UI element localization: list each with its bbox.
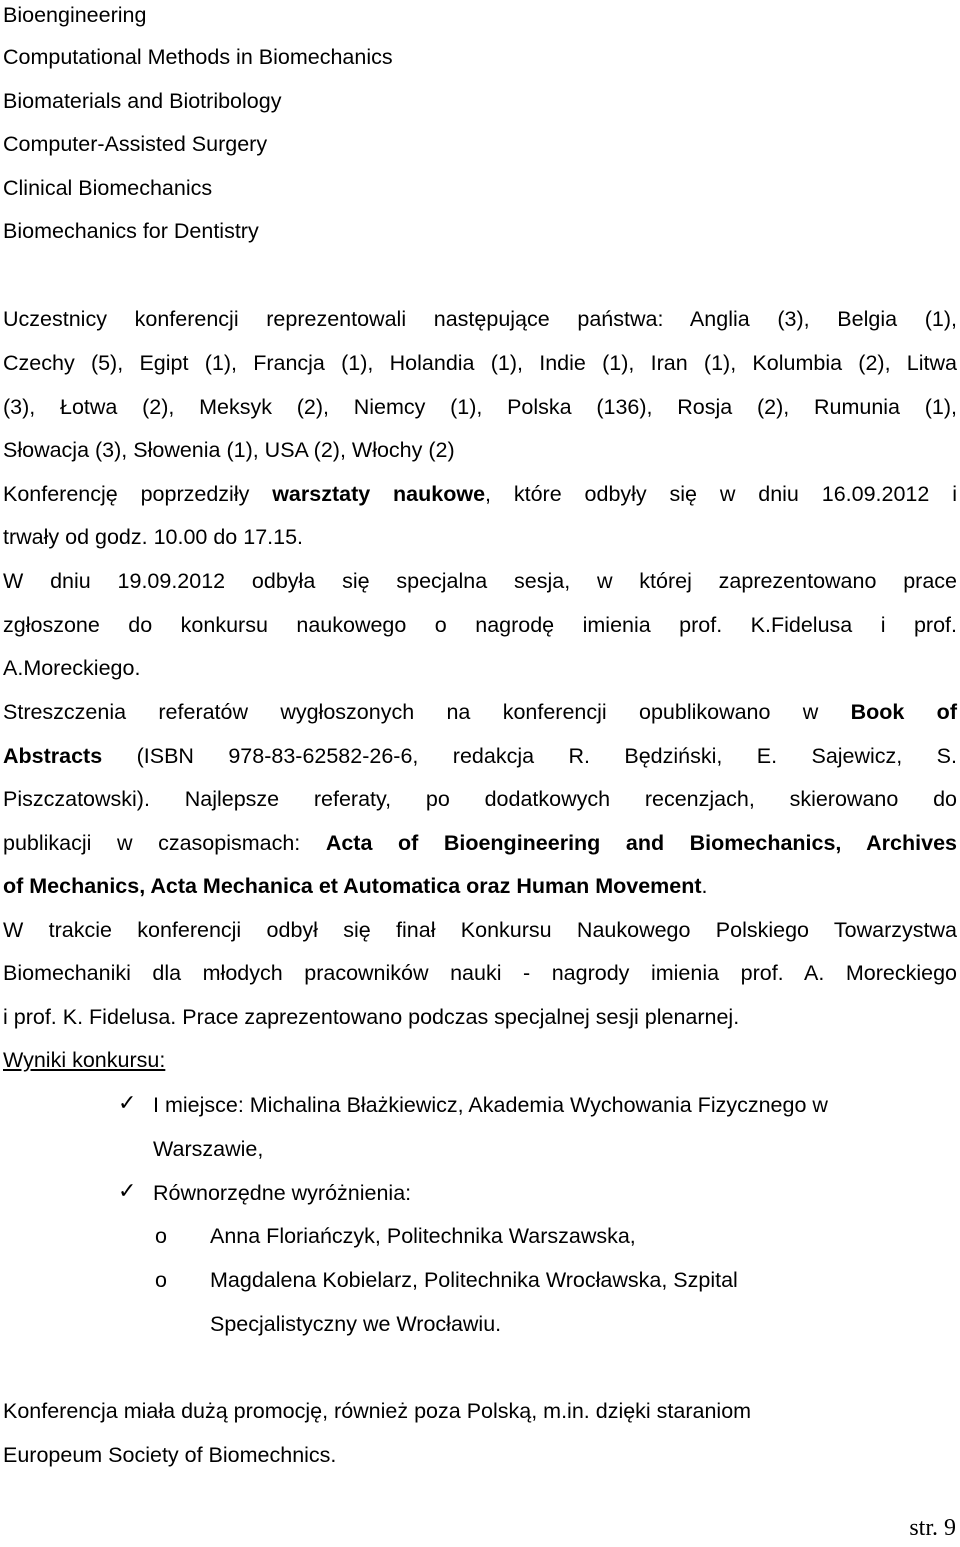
workshops-line-2: trwały od godz. 10.00 do 17.15. [3,525,304,549]
competition-line: i prof. K. Fidelusa. Prace zaprezentowano podczas specjalnej sesji plenarnej. [3,1005,740,1029]
topic-item: Clinical Biomechanics [3,176,213,200]
special-session-line: A.Moreckiego. [3,656,141,680]
circle-bullet-icon: o [155,1268,167,1292]
workshops-line [3,479,957,509]
abstracts-line [3,828,957,858]
journals-list: of Mechanics, Acta Mechanica et Automatica oraz Human Movement [3,874,702,898]
abstracts-line [3,697,957,727]
first-place-line: Warszawie, [153,1137,264,1161]
participants-line: Czechy (5), Egipt (1), Francja (1), Holandia (1), Indie (1), Iran (1), Kolumbia (2), Litwa [3,351,957,375]
distinction-item: Anna Floriańczyk, Politechnika Warszawska, [210,1224,636,1248]
page-number: str. 9 [909,1515,956,1541]
topic-item: Biomaterials and Biotribology [3,89,282,113]
journals-list: Acta of Bioengineering and Biomechanics, Archives [325,831,957,855]
abstracts-text: (ISBN 978-83-62582-26-6, redakcja R. Będziński, E. Sajewicz, S. [102,744,957,768]
topic-item: Biomechanics for Dentistry [3,219,259,243]
participants-line: Uczestnicy konferencji reprezentowali następujące państwa: Anglia (3), Belgia (1), [3,307,957,331]
circle-bullet-icon: o [155,1224,167,1248]
participants-line: (3), Łotwa (2), Meksyk (2), Niemcy (1), Polska (136), Rosja (2), Rumunia (1), [3,395,957,419]
abstracts-text: . [701,874,708,898]
workshops-bold: warsztaty naukowe [272,482,486,506]
competition-line: Biomechaniki dla młodych pracowników nauki - nagrody imienia prof. A. Moreckiego [3,961,957,985]
special-session-line: W dniu 19.09.2012 odbyła się specjalna sesja, w której zaprezentowano prace [3,569,957,593]
checkmark-icon: ✓ [118,1091,137,1116]
abstracts-text: publikacji w czasopismach: [3,831,326,855]
distinction-item: Magdalena Kobielarz, Politechnika Wrocławska, Szpital [210,1268,738,1292]
first-place-line: I miejsce: Michalina Błażkiewicz, Akademia Wychowania Fizycznego w [153,1093,828,1117]
distinction-item: Specjalistyczny we Wrocławiu. [210,1312,502,1336]
special-session-line: zgłoszone do konkursu naukowego o nagrodę imienia prof. K.Fidelusa i prof. [3,613,957,637]
topic-item: Computational Methods in Biomechanics [3,45,393,69]
distinctions-label: Równorzędne wyróżnienia: [153,1181,412,1205]
promotion-line: Europeum Society of Biomechnics. [3,1443,337,1467]
topic-item: Computer-Assisted Surgery [3,132,268,156]
workshops-post: , które odbyły się w dniu 16.09.2012 i [485,482,957,506]
workshops-pre: Konferencję poprzedziły [3,482,273,506]
book-of-abstracts-title: Abstracts [3,744,103,768]
results-heading [3,1045,165,1075]
checkmark-icon: ✓ [118,1179,137,1204]
topic-item: Bioengineering [3,3,147,27]
abstracts-line [3,741,957,771]
results-heading-text: Wyniki konkursu: [3,1048,166,1072]
book-of-abstracts-title: Book of [850,700,957,724]
participants-line: Słowacja (3), Słowenia (1), USA (2), Włochy (2) [3,438,455,462]
abstracts-text: Streszczenia referatów wygłoszonych na konferencji opublikowano w [3,700,851,724]
abstracts-line [3,871,708,901]
promotion-line: Konferencja miała dużą promocję, również poza Polską, m.in. dzięki staraniom [3,1399,752,1423]
abstracts-line: Piszczatowski). Najlepsze referaty, po dodatkowych recenzjach, skierowano do [3,787,957,811]
competition-line: W trakcie konferencji odbył się finał Konkursu Naukowego Polskiego Towarzystwa [3,918,957,942]
